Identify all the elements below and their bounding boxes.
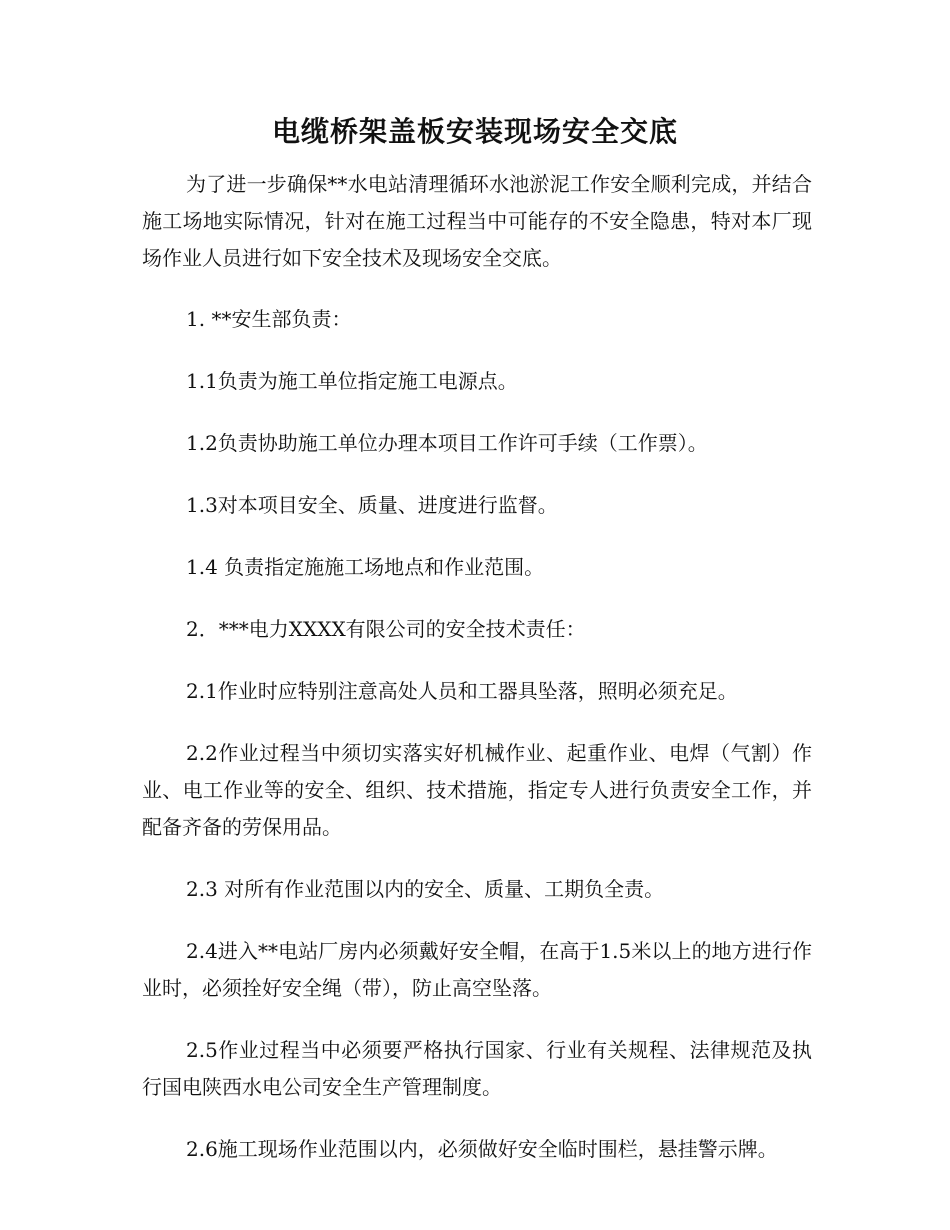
item-2-3: 2.3 对所有作业范围以内的安全、质量、工期负全责。 bbox=[186, 877, 665, 901]
document-body bbox=[142, 166, 812, 1193]
document-title: 电缆桥架盖板安装现场安全交底 bbox=[271, 115, 678, 148]
item-1-4: 1.4 负责指定施施工场地点和作业范围。 bbox=[186, 555, 545, 579]
intro-paragraph: 为了进一步确保**水电站清理循环水池淤泥工作安全顺利完成，并结合施工场地实际情况，针对在施工过程当中可能存的不安全隐患，特对本厂现场作业人员进行如下安全技术及现场安全交底。 bbox=[142, 172, 812, 270]
section-2-heading: 2．***电力XXXX有限公司的安全技术责任： bbox=[186, 617, 586, 641]
item-1-1: 1.1负责为施工单位指定施工电源点。 bbox=[186, 369, 518, 393]
item-2-2: 2.2作业过程当中须切实落实好机械作业、起重作业、电焊（气割）作业、电工作业等的安全、组织、技术措施，指定专人进行负责安全工作，并配备齐备的劳保用品。 bbox=[142, 741, 812, 839]
item-2-1: 2.1作业时应特别注意高处人员和工器具坠落，照明必须充足。 bbox=[186, 679, 738, 703]
item-1-3: 1.3对本项目安全、质量、进度进行监督。 bbox=[186, 493, 558, 517]
item-2-4: 2.4进入**电站厂房内必须戴好安全帽，在高于1.5米以上的地方进行作业时，必须拴好安全绳（带），防止高空坠落。 bbox=[142, 939, 812, 1000]
item-1-2: 1.2负责协助施工单位办理本项目工作许可手续（工作票）。 bbox=[186, 431, 708, 455]
item-2-6: 2.6施工现场作业范围以内，必须做好安全临时围栏，悬挂警示牌。 bbox=[186, 1137, 778, 1161]
item-2-5: 2.5作业过程当中必须要严格执行国家、行业有关规程、法律规范及执行国电陕西水电公司安全生产管理制度。 bbox=[142, 1038, 812, 1099]
section-1-heading: 1. **安生部负责： bbox=[186, 307, 352, 331]
